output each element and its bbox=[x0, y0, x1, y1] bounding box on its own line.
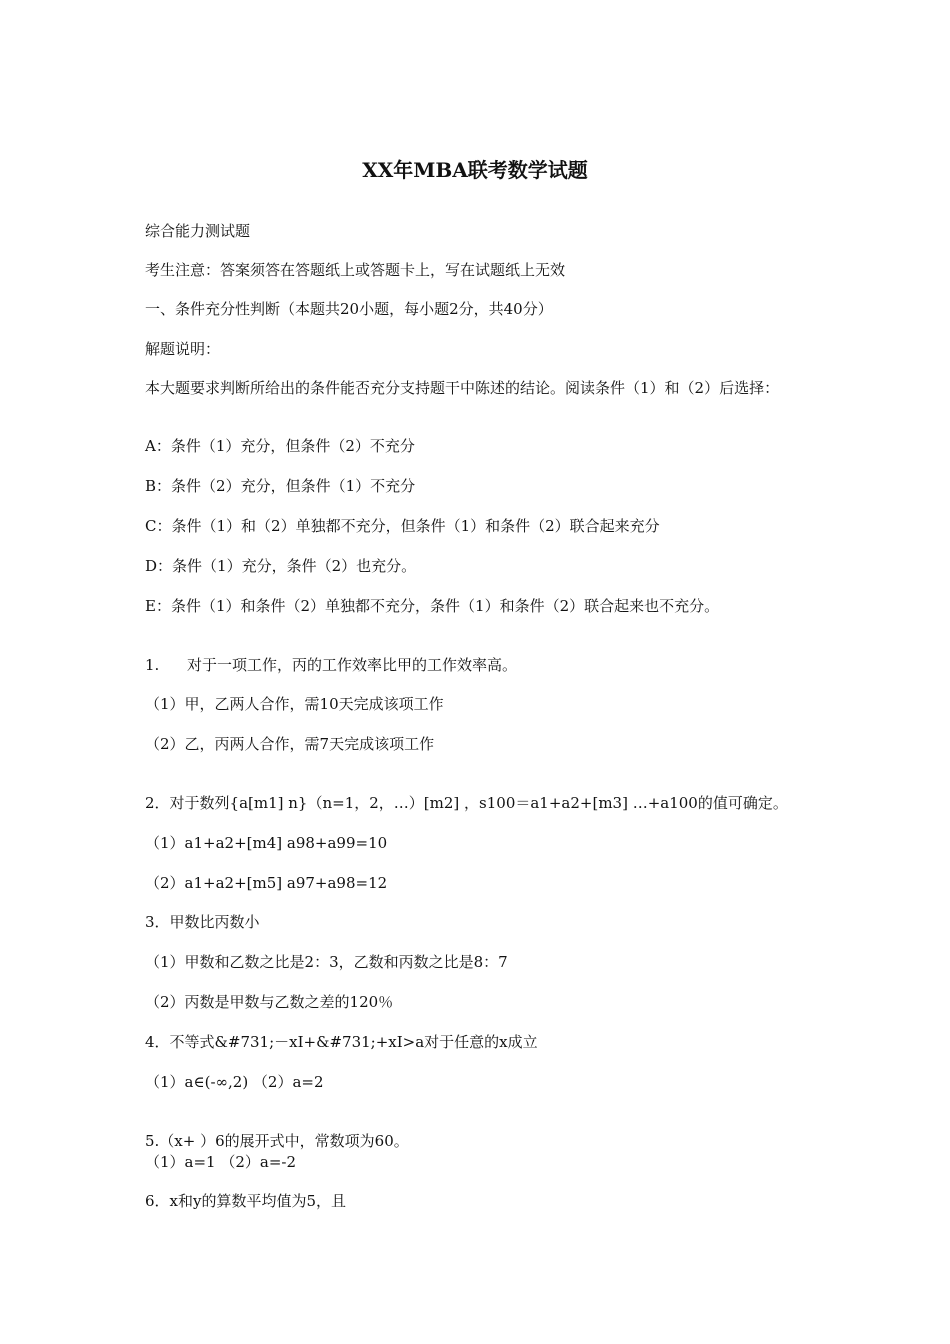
question-3-condition-2: （2）丙数是甲数与乙数之差的120％ bbox=[145, 993, 394, 1011]
option-e: E：条件（1）和条件（2）单独都不充分，条件（1）和条件（2）联合起来也不充分。 bbox=[145, 597, 720, 615]
option-c: C：条件（1）和（2）单独都不充分，但条件（1）和条件（2）联合起来充分 bbox=[145, 517, 660, 535]
question-1-condition-2: （2）乙，丙两人合作，需7天完成该项工作 bbox=[145, 735, 435, 753]
question-3-condition-1: （1）甲数和乙数之比是2：3，乙数和丙数之比是8：7 bbox=[145, 953, 508, 971]
question-1 bbox=[145, 655, 517, 675]
question-6-stem: 6．x和y的算数平均值为5，且 bbox=[145, 1192, 347, 1210]
document-title: XX年MBA联考数学试题 bbox=[362, 158, 588, 182]
section-label: 综合能力测试题 bbox=[145, 222, 251, 240]
exam-notice: 考生注意：答案须答在答题纸上或答题卡上，写在试题纸上无效 bbox=[145, 261, 566, 279]
question-4-conditions: （1）a∈(-∞,2) （2）a=2 bbox=[145, 1073, 324, 1091]
section-heading: 一、条件充分性判断（本题共20小题，每小题2分，共40分） bbox=[145, 300, 553, 318]
question-1-number: 1. bbox=[145, 656, 160, 674]
question-5-conditions: （1）a=1 （2）a=-2 bbox=[145, 1153, 297, 1171]
question-2-stem: 2．对于数列{a[m1] n}（n=1，2，…）[m2] ，s100＝a1+a2+[m3] …+a100的值可确定。 bbox=[145, 794, 788, 812]
question-2-condition-2: （2）a1+a2+[m5] a97+a98=12 bbox=[145, 874, 388, 892]
option-a: A：条件（1）充分，但条件（2）不充分 bbox=[145, 437, 415, 455]
instructions-heading: 解题说明： bbox=[145, 340, 221, 358]
question-1-condition-1: （1）甲，乙两人合作，需10天完成该项工作 bbox=[145, 695, 444, 713]
question-3-stem: 3．甲数比丙数小 bbox=[145, 913, 260, 931]
question-2-condition-1: （1）a1+a2+[m4] a98+a99=10 bbox=[145, 834, 388, 852]
instructions-text: 本大题要求判断所给出的条件能否充分支持题干中陈述的结论。阅读条件（1）和（2）后选择： bbox=[145, 379, 780, 397]
question-5-stem: 5.（x+ ）6的展开式中，常数项为60。 bbox=[145, 1132, 409, 1150]
question-4-stem: 4．不等式&#731;－xI+&#731;+xI>a对于任意的x成立 bbox=[145, 1033, 538, 1051]
option-d: D：条件（1）充分，条件（2）也充分。 bbox=[145, 557, 417, 575]
question-1-stem: 对于一项工作，丙的工作效率比甲的工作效率高。 bbox=[187, 656, 518, 674]
option-b: B：条件（2）充分，但条件（1）不充分 bbox=[145, 477, 416, 495]
